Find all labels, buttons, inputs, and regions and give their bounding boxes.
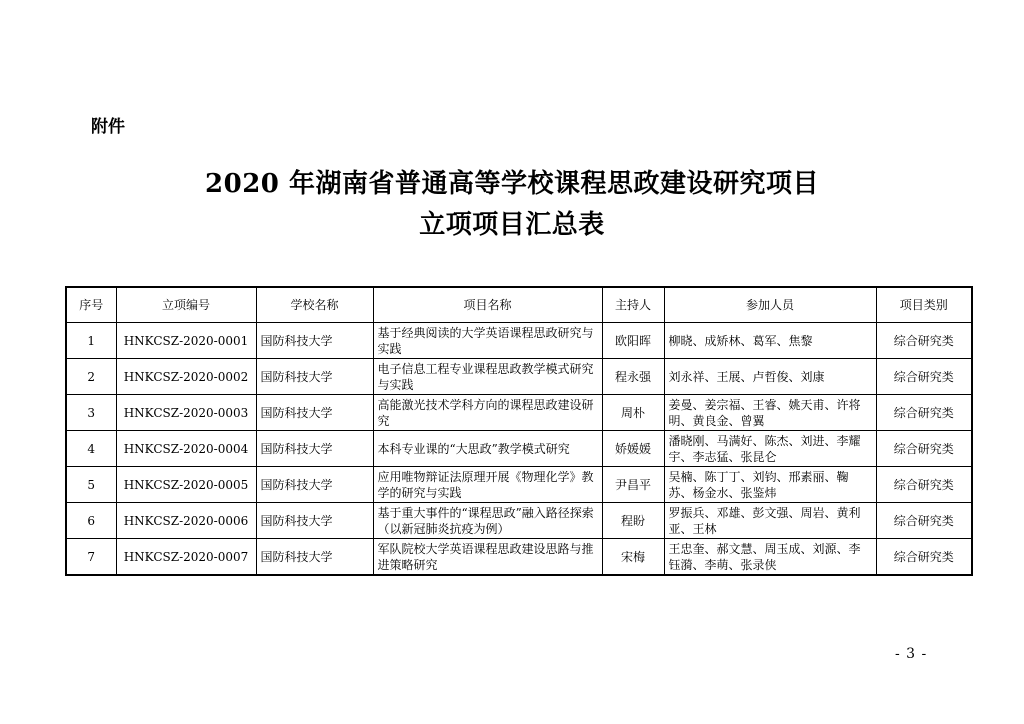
cell-leader: 宋梅 xyxy=(602,539,664,576)
cell-no: 4 xyxy=(66,431,116,467)
cell-leader: 程永强 xyxy=(602,359,664,395)
cell-project-id: HNKCSZ-2020-0002 xyxy=(116,359,256,395)
header-leader: 主持人 xyxy=(602,287,664,323)
cell-school: 国防科技大学 xyxy=(256,467,373,503)
cell-no: 7 xyxy=(66,539,116,576)
cell-project-id: HNKCSZ-2020-0003 xyxy=(116,395,256,431)
table-row xyxy=(66,431,972,467)
cell-no: 1 xyxy=(66,323,116,359)
header-project-name: 项目名称 xyxy=(373,287,602,323)
cell-project-id: HNKCSZ-2020-0007 xyxy=(116,539,256,576)
attachment-label: 附件 xyxy=(91,117,125,137)
cell-members: 姜曼、姜宗福、王睿、姚天甫、许将明、黄良金、曾翼 xyxy=(664,395,876,431)
cell-no: 6 xyxy=(66,503,116,539)
header-no: 序号 xyxy=(66,287,116,323)
cell-members: 柳晓、成矫林、葛军、焦黎 xyxy=(664,323,876,359)
cell-school: 国防科技大学 xyxy=(256,395,373,431)
cell-category: 综合研究类 xyxy=(876,539,972,576)
cell-project-name: 基于经典阅读的大学英语课程思政研究与实践 xyxy=(373,323,602,359)
cell-no: 3 xyxy=(66,395,116,431)
cell-leader: 娇媛媛 xyxy=(602,431,664,467)
cell-category: 综合研究类 xyxy=(876,323,972,359)
table-row xyxy=(66,539,972,576)
cell-school: 国防科技大学 xyxy=(256,503,373,539)
cell-category: 综合研究类 xyxy=(876,395,972,431)
cell-leader: 尹昌平 xyxy=(602,467,664,503)
cell-project-name: 军队院校大学英语课程思政建设思路与推进策略研究 xyxy=(373,539,602,576)
cell-category: 综合研究类 xyxy=(876,431,972,467)
cell-school: 国防科技大学 xyxy=(256,539,373,576)
cell-leader: 周朴 xyxy=(602,395,664,431)
cell-no: 2 xyxy=(66,359,116,395)
header-school: 学校名称 xyxy=(256,287,373,323)
document-subtitle: 立项项目汇总表 xyxy=(419,210,605,240)
header-project-id: 立项编号 xyxy=(116,287,256,323)
cell-project-id: HNKCSZ-2020-0001 xyxy=(116,323,256,359)
cell-leader: 程盼 xyxy=(602,503,664,539)
cell-no: 5 xyxy=(66,467,116,503)
table-row xyxy=(66,395,972,431)
cell-members: 潘晓刚、马满好、陈杰、刘进、李耀宇、李志猛、张昆仑 xyxy=(664,431,876,467)
document-title: 2020 年湖南省普通高等学校课程思政建设研究项目 xyxy=(205,169,819,199)
cell-project-name: 本科专业课的“大思政”教学模式研究 xyxy=(373,431,602,467)
project-summary-table xyxy=(65,286,973,576)
header-category: 项目类别 xyxy=(876,287,972,323)
cell-project-name: 基于重大事件的“课程思政”融入路径探索（以新冠肺炎抗疫为例） xyxy=(373,503,602,539)
page-number: - 3 - xyxy=(895,646,928,662)
cell-school: 国防科技大学 xyxy=(256,359,373,395)
table-row xyxy=(66,467,972,503)
cell-category: 综合研究类 xyxy=(876,467,972,503)
cell-members: 罗振兵、邓雄、彭文强、周岩、黄利亚、王林 xyxy=(664,503,876,539)
cell-project-name: 应用唯物辩证法原理开展《物理化学》教学的研究与实践 xyxy=(373,467,602,503)
header-members: 参加人员 xyxy=(664,287,876,323)
cell-project-id: HNKCSZ-2020-0006 xyxy=(116,503,256,539)
cell-members: 王忠奎、郝文慧、周玉成、刘源、李钰漪、李萌、张录侠 xyxy=(664,539,876,576)
cell-school: 国防科技大学 xyxy=(256,431,373,467)
table-row xyxy=(66,323,972,359)
cell-members: 吴楠、陈丁丁、刘钧、邢素丽、鞠苏、杨金水、张鉴炜 xyxy=(664,467,876,503)
cell-category: 综合研究类 xyxy=(876,359,972,395)
table-row xyxy=(66,359,972,395)
cell-project-name: 电子信息工程专业课程思政教学模式研究与实践 xyxy=(373,359,602,395)
table-row xyxy=(66,503,972,539)
cell-school: 国防科技大学 xyxy=(256,323,373,359)
cell-leader: 欧阳晖 xyxy=(602,323,664,359)
cell-project-id: HNKCSZ-2020-0005 xyxy=(116,467,256,503)
cell-project-id: HNKCSZ-2020-0004 xyxy=(116,431,256,467)
cell-category: 综合研究类 xyxy=(876,503,972,539)
cell-members: 刘永祥、王展、卢哲俊、刘康 xyxy=(664,359,876,395)
table-header-row xyxy=(66,287,972,323)
cell-project-name: 高能激光技术学科方向的课程思政建设研究 xyxy=(373,395,602,431)
